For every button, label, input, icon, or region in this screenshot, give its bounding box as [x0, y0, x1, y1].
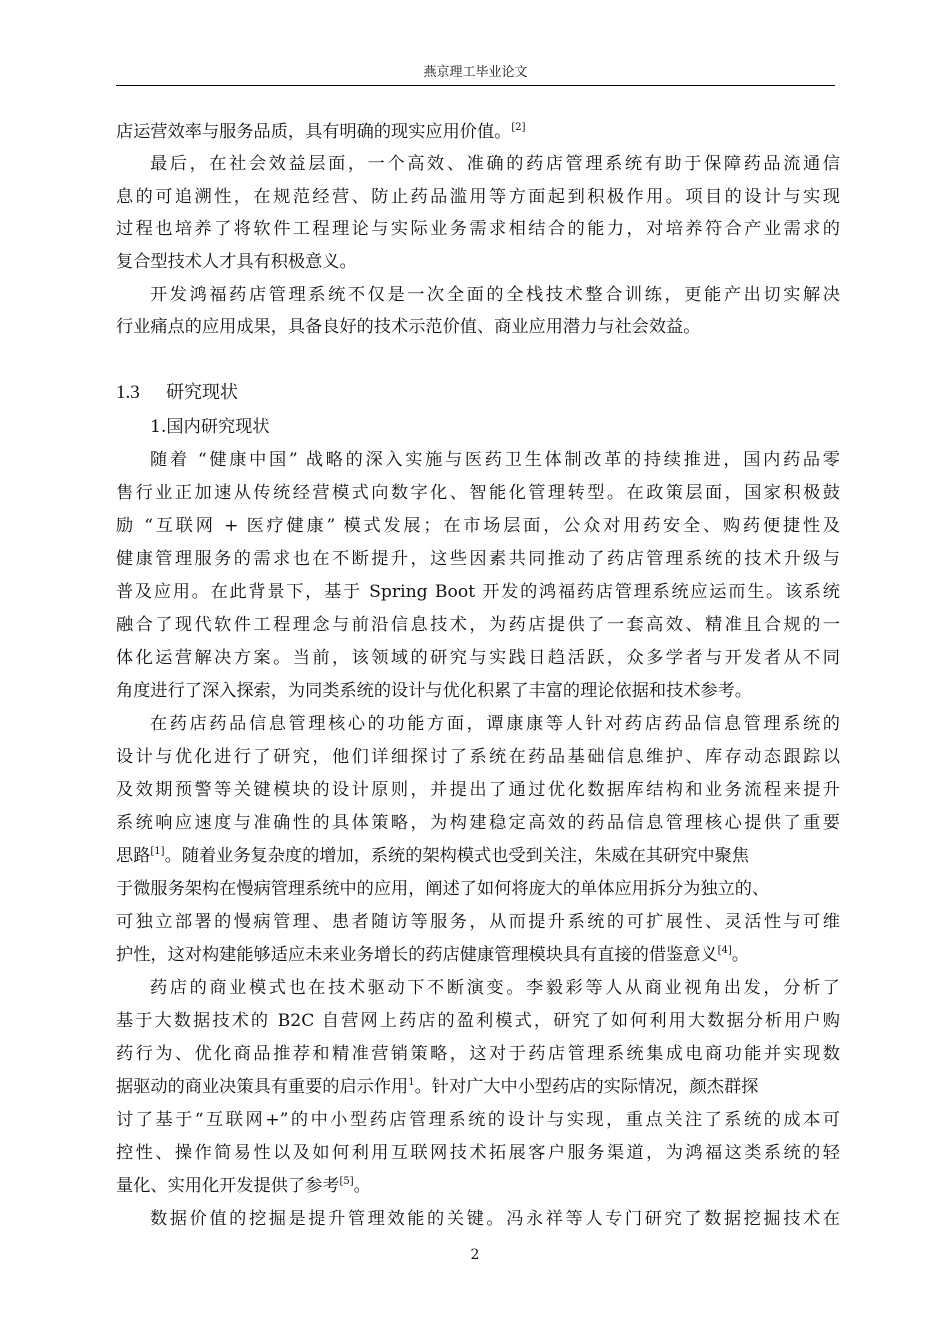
body-line: 行业痛点的应用成果，具备良好的技术示范价值、商业应用潜力与社会效益。 — [116, 317, 701, 337]
body-line: 基于大数据技术的 B2C 自营网上药店的盈利模式，研究了如何利用大数据分析用户购 — [116, 1011, 840, 1031]
body-line: 开发鸿福药店管理系统不仅是一次全面的全栈技术整合训练，更能产出切实解决 — [150, 285, 840, 305]
body-line: 于微服务架构在慢病管理系统中的应用，阐述了如何将庞大的单体应用拆分为独立的、 — [116, 879, 770, 899]
body-line: 药店的商业模式也在技术驱动下不断演变。李毅彩等人从商业视角出发，分析了 — [150, 978, 840, 998]
body-line: 角度进行了深入探索，为同类系统的设计与优化积累了丰富的理论依据和技术参考。 — [116, 681, 752, 701]
body-line: 在药店药品信息管理核心的功能方面，谭康康等人针对药店药品信息管理系统的 — [150, 714, 840, 734]
body-line: 励 “互联网 + 医疗健康” 模式发展；在市场层面，公众对用药安全、购药便捷性及 — [116, 516, 840, 536]
body-line: 护性，这对构建能够适应未来业务增长的药店健康管理模块具有直接的借鉴意义[4]。 — [116, 945, 749, 965]
body-line: 思路[1]。随着业务复杂度的增加，系统的架构模式也受到关注，朱威在其研究中聚焦 — [116, 846, 749, 866]
body-line: 讨了基于“互联网+”的中小型药店管理系统的设计与实现，重点关注了系统的成本可 — [116, 1110, 840, 1130]
citation: [5] — [339, 1176, 354, 1187]
citation: [1] — [150, 846, 165, 857]
body-line: 可独立部署的慢病管理、患者随访等服务，从而提升系统的可扩展性、灵活性与可维 — [116, 912, 840, 932]
body-line: 健康管理服务的需求也在不断提升，这些因素共同推动了药店管理系统的技术升级与 — [116, 549, 840, 569]
body-line: 最后，在社会效益层面，一个高效、准确的药店管理系统有助于保障药品流通信 — [150, 154, 840, 174]
body-line: 药行为、优化商品推荐和精准营销策略，这对于药店管理系统集成电商功能并实现数 — [116, 1044, 840, 1064]
subheading: 1.国内研究现状 — [150, 417, 270, 437]
body-line: 控性、操作简易性以及如何利用互联网技术拓展客户服务渠道，为鸿福这类系统的轻 — [116, 1143, 840, 1163]
running-header: 燕京理工毕业论文 — [116, 62, 835, 86]
body-line: 普及应用。在此背景下，基于 Spring Boot 开发的鸿福药店管理系统应运而生。该系统 — [116, 582, 840, 602]
body-line: 设计与优化进行了研究，他们详细探讨了系统在药品基础信息维护、库存动态跟踪以 — [116, 747, 840, 767]
section-title: 研究现状 — [166, 382, 238, 403]
body-line: 息的可追溯性，在规范经营、防止药品滥用等方面起到积极作用。项目的设计与实现 — [116, 187, 840, 207]
body-line: 随着 “健康中国” 战略的深入实施与医药卫生体制改革的持续推进，国内药品零 — [150, 450, 840, 470]
citation: [2] — [511, 122, 526, 133]
body-line: 量化、实用化开发提供了参考[5]。 — [116, 1176, 371, 1196]
body-line: 体化运营解决方案。当前，该领域的研究与实践日趋活跃，众多学者与开发者从不同 — [116, 648, 840, 668]
body-line: 复合型技术人才具有积极意义。 — [116, 252, 357, 272]
citation: 1 — [408, 1077, 415, 1088]
section-heading — [116, 376, 238, 410]
section-number: 1.3 — [116, 382, 140, 403]
body-line: 售行业正加速从传统经营模式向数字化、智能化管理转型。在政策层面，国家积极鼓 — [116, 483, 840, 503]
body-line: 店运营效率与服务品质，具有明确的现实应用价值。[2] — [116, 122, 526, 142]
page-number: 2 — [470, 1247, 480, 1263]
body-line: 数据价值的挖掘是提升管理效能的关键。冯永祥等人专门研究了数据挖掘技术在 — [150, 1209, 840, 1229]
body-line: 及效期预警等关键模块的设计原则，并提出了通过优化数据库结构和业务流程来提升 — [116, 780, 840, 800]
body-line: 据驱动的商业决策具有重要的启示作用$^1$。针对广大中小型药店的实际情况，颜杰群探 — [116, 1077, 759, 1097]
body-line: 系统响应速度与准确性的具体策略，为构建稳定高效的药品信息管理核心提供了重要 — [116, 813, 840, 833]
citation: [4] — [717, 945, 732, 956]
body-line: 融合了现代软件工程理念与前沿信息技术，为药店提供了一套高效、精准且合规的一 — [116, 615, 840, 635]
body-line: 过程也培养了将软件工程理论与实际业务需求相结合的能力，对培养符合产业需求的 — [116, 219, 840, 239]
